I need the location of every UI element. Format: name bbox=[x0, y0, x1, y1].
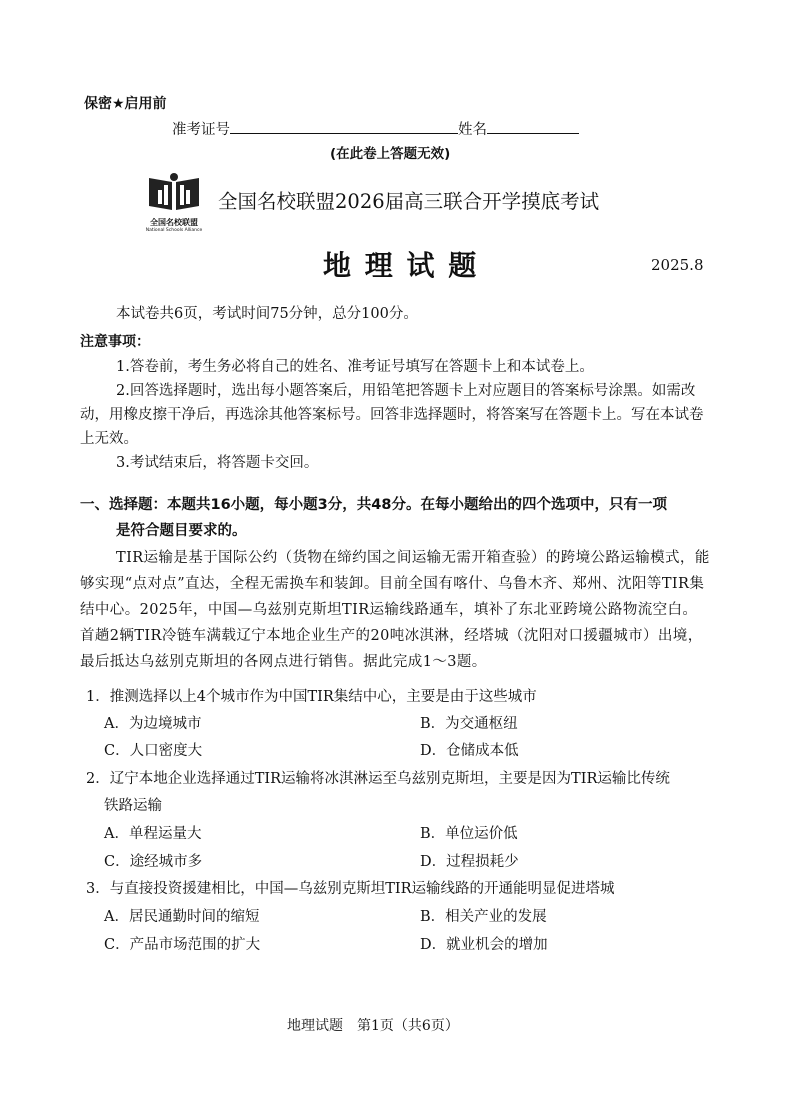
page-footer: 地理试题 第1页（共6页） bbox=[287, 1018, 459, 1034]
q2-option-b[interactable]: B．单位运价低 bbox=[420, 826, 518, 842]
notes-title: 注意事项： bbox=[80, 334, 150, 350]
q1-option-a[interactable]: A．为边境城市 bbox=[104, 716, 202, 732]
name-label: 姓名 bbox=[458, 122, 487, 138]
question-2-stem: 2．辽宁本地企业选择通过TIR运输将冰淇淋运至乌兹别克斯坦，主要是因为TIR运输比传统 bbox=[86, 771, 670, 787]
q3-option-c[interactable]: C．产品市场范围的扩大 bbox=[104, 937, 261, 953]
invalid-note: (在此卷上答题无效) bbox=[330, 146, 451, 162]
book-logo-icon bbox=[145, 170, 203, 214]
passage-text: TIR运输是基于国际公约（货物在缔约国之间运输无需开箱查验）的跨境公路运输模式，能够实现“点对点”直达，全程无需换车和装卸。目前全国有喀什、乌鲁木齐、郑州、沈阳等TIR集结中心。2025年，中国—乌兹别克斯坦TIR运输线路通车，填补了东北亚跨境公路物流空白。首趟2辆TIR冷链车满载辽宁本地企业生产的20吨冰淇淋，经塔城（沈阳对口援疆城市）出境，最后抵达乌兹别克斯坦的各网点进行销售。据此完成1～3题。 bbox=[80, 550, 710, 670]
q2-option-a[interactable]: A．单程运量大 bbox=[104, 826, 202, 842]
section-heading: 一、选择题：本题共16小题，每小题3分，共48分。在每小题给出的四个选项中，只有一项 bbox=[80, 497, 667, 513]
q1-option-d[interactable]: D．仓储成本低 bbox=[420, 743, 519, 759]
notes-list bbox=[80, 355, 710, 475]
alliance-logo bbox=[145, 170, 203, 233]
question-2-stem-cont: 铁路运输 bbox=[104, 798, 162, 814]
q3-option-d[interactable]: D．就业机会的增加 bbox=[420, 937, 548, 953]
q2-option-c[interactable]: C．途经城市多 bbox=[104, 854, 203, 870]
note-item: 1.答卷前，考生务必将自己的姓名、准考证号填写在答题卡上和本试卷上。 bbox=[116, 359, 594, 375]
subject-title: 地 理 试 题 bbox=[323, 249, 479, 282]
q3-option-a[interactable]: A．居民通勤时间的缩短 bbox=[104, 909, 260, 925]
question-1-stem: 1．推测选择以上4个城市作为中国TIR集结中心，主要是由于这些城市 bbox=[86, 689, 537, 705]
q1-option-b[interactable]: B．为交通枢纽 bbox=[420, 716, 518, 732]
intro-text: 本试卷共6页，考试时间75分钟，总分100分。 bbox=[116, 306, 418, 322]
question-3-stem: 3．与直接投资援建相比，中国—乌兹别克斯坦TIR运输线路的开通能明显促进塔城 bbox=[86, 881, 615, 897]
reading-passage bbox=[80, 545, 710, 675]
logo-subcaption: National Schools Alliance bbox=[145, 228, 203, 233]
note-item: 3.考试结束后，将答题卡交回。 bbox=[116, 455, 319, 471]
q2-option-d[interactable]: D．过程损耗少 bbox=[420, 854, 519, 870]
name-blank[interactable] bbox=[487, 119, 579, 134]
section-heading-cont: 是符合题目要求的。 bbox=[116, 523, 247, 539]
exam-number-label: 准考证号 bbox=[172, 122, 230, 138]
q3-option-b[interactable]: B．相关产业的发展 bbox=[420, 909, 547, 925]
exam-title: 全国名校联盟2026届高三联合开学摸底考试 bbox=[218, 190, 600, 213]
exam-number-blank[interactable] bbox=[230, 119, 458, 134]
logo-caption: 全国名校联盟 bbox=[150, 218, 198, 227]
exam-number-row bbox=[172, 118, 579, 139]
exam-date: 2025.8 bbox=[651, 256, 704, 274]
q1-option-c[interactable]: C．人口密度大 bbox=[104, 743, 203, 759]
note-item: 2.回答选择题时，选出每小题答案后，用铅笔把答题卡上对应题目的答案标号涂黑。如需改动，用橡皮擦干净后，再选涂其他答案标号。回答非选择题时，将答案写在答题卡上。写在本试卷上无效。 bbox=[80, 383, 704, 447]
confidential-label: 保密★启用前 bbox=[84, 96, 167, 112]
